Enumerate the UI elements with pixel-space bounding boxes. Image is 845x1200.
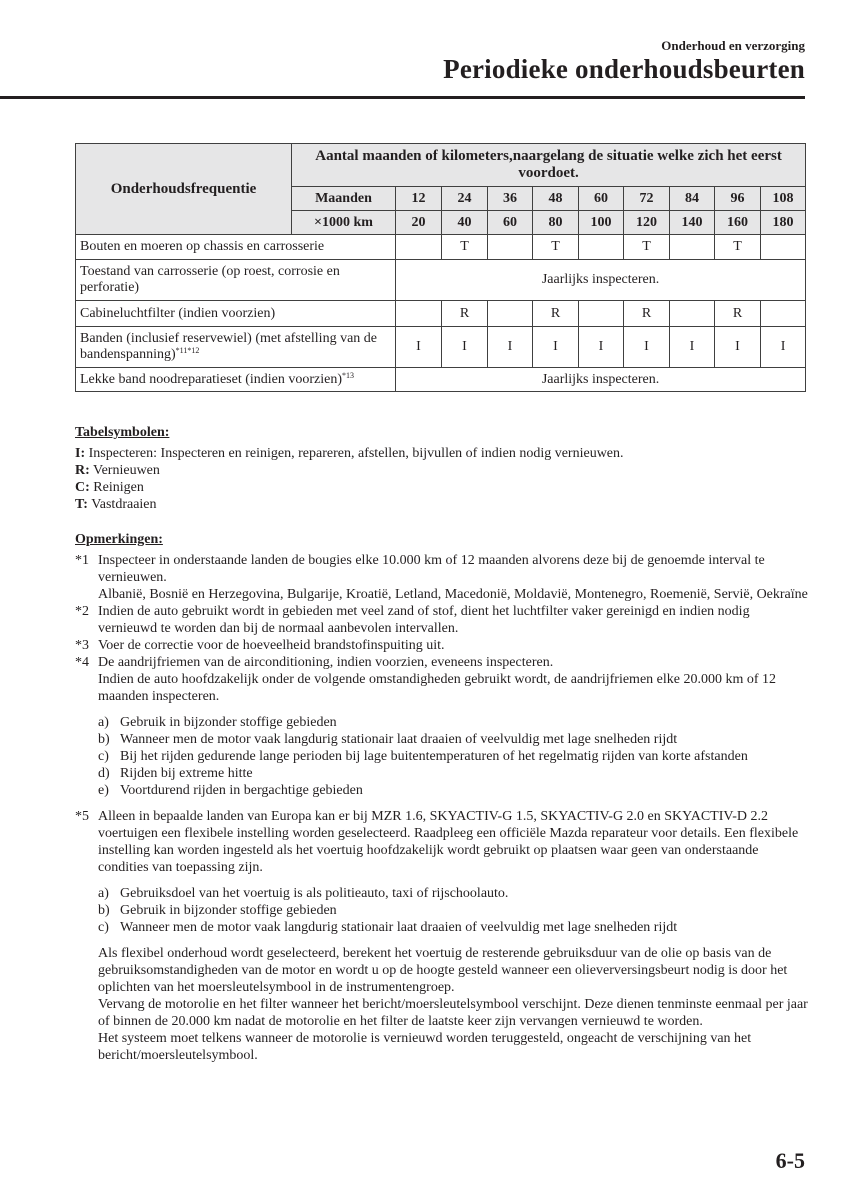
schedule-cell: I xyxy=(670,327,715,368)
months-value: 108 xyxy=(761,187,806,211)
schedule-cell: I xyxy=(715,327,761,368)
km-value: 20 xyxy=(396,211,442,235)
remark-countries: Albanië, Bosnië en Herzegovina, Bulgarije, Kroatië, Letland, Macedonië, Moldavië, Montenegro, Roemenië, Servië, Oekraïne xyxy=(98,587,808,602)
table-row xyxy=(76,260,806,301)
sub-list-text: Wanneer men de motor vaak langdurig stationair laat draaien of veelvuldig met lage snelheden rijdt xyxy=(120,920,678,935)
months-value: 84 xyxy=(670,187,715,211)
remark-text: Indien de auto gebruikt wordt in gebieden met veel zand of stof, dient het luchtfilter vaker gereinigd en indien nodig vernieuwd te worden dan bij de normaal aanbevolen intervallen. xyxy=(98,604,750,636)
schedule-cell: I xyxy=(579,327,624,368)
km-value: 100 xyxy=(579,211,624,235)
row-item-label: Toestand van carrosserie (op roest, corrosie en perforatie) xyxy=(80,264,340,295)
row-item-label: Lekke band noodreparatieset (indien voorzien) xyxy=(80,371,343,387)
remarks-heading: Opmerkingen: xyxy=(75,532,163,547)
sub-list-label: a) xyxy=(98,715,109,730)
schedule-cell xyxy=(761,235,806,260)
sub-list-item xyxy=(75,748,810,765)
schedule-cell xyxy=(761,301,806,327)
months-value: 48 xyxy=(533,187,579,211)
interval-span-header: Aantal maanden of kilometers,naargelang de situatie welke zich het eerst voordoet. xyxy=(292,144,806,187)
schedule-cell: T xyxy=(533,235,579,260)
sub-list-item xyxy=(75,902,810,919)
sub-list-item xyxy=(75,731,810,748)
maintenance-schedule-table xyxy=(75,143,806,392)
remark-5 xyxy=(75,808,810,876)
row-item-label: Banden (inclusief reservewiel) (met afstelling van de bandenspanning) xyxy=(80,331,377,362)
page-title: Periodieke onderhoudsbeurten xyxy=(443,54,805,84)
schedule-cell: I xyxy=(396,327,442,368)
schedule-cell: T xyxy=(715,235,761,260)
sub-list-item xyxy=(75,885,810,902)
months-value: 24 xyxy=(442,187,488,211)
km-value: 120 xyxy=(624,211,670,235)
symbols-heading: Tabelsymbolen: xyxy=(75,425,170,440)
sub-list-label: b) xyxy=(98,732,110,747)
symbol-key: R: xyxy=(75,463,90,478)
merged-cell: Jaarlijks inspecteren. xyxy=(396,260,806,301)
sub-list-label: e) xyxy=(98,783,109,798)
remark-number: *2 xyxy=(75,604,89,619)
table-row xyxy=(76,327,806,368)
schedule-cell xyxy=(488,301,533,327)
row-item xyxy=(76,327,396,368)
sub-list-text: Rijden bij extreme hitte xyxy=(120,766,253,781)
merged-cell: Jaarlijks inspecteren. xyxy=(396,368,806,392)
sub-list-text: Gebruiksdoel van het voertuig is als politieauto, taxi of rijschoolauto. xyxy=(120,886,509,901)
schedule-cell xyxy=(579,235,624,260)
sub-list-item xyxy=(75,782,810,799)
schedule-cell xyxy=(579,301,624,327)
months-value: 60 xyxy=(579,187,624,211)
km-value: 80 xyxy=(533,211,579,235)
schedule-cell: R xyxy=(533,301,579,327)
schedule-cell: I xyxy=(624,327,670,368)
schedule-cell: I xyxy=(442,327,488,368)
schedule-cell xyxy=(670,301,715,327)
months-value: 12 xyxy=(396,187,442,211)
sub-list-label: d) xyxy=(98,766,110,781)
row-item-label: Cabineluchtfilter (indien voorzien) xyxy=(80,305,276,321)
sub-list-label: c) xyxy=(98,749,109,764)
remark-text: De aandrijfriemen van de airconditioning, indien voorzien, eveneens inspecteren. xyxy=(98,655,554,670)
sub-list-text: Gebruik in bijzonder stoffige gebieden xyxy=(120,903,337,918)
km-label: ×1000 km xyxy=(292,211,396,235)
table-row xyxy=(76,235,806,260)
remark-number: *1 xyxy=(75,553,89,568)
symbols-section xyxy=(75,424,810,513)
table-header-row xyxy=(76,144,806,187)
table-row xyxy=(76,368,806,392)
schedule-cell: R xyxy=(442,301,488,327)
remark-number: *4 xyxy=(75,655,89,670)
symbol-item xyxy=(75,445,810,462)
sub-list-item xyxy=(75,919,810,936)
section-label: Onderhoud en verzorging xyxy=(661,38,805,53)
sub-list-label: a) xyxy=(98,886,109,901)
remark-1 xyxy=(75,552,810,603)
sub-list-label: c) xyxy=(98,920,109,935)
schedule-cell: I xyxy=(761,327,806,368)
footnote-ref: *13 xyxy=(342,370,355,380)
km-value: 40 xyxy=(442,211,488,235)
sub-list-label: b) xyxy=(98,903,110,918)
remark-4 xyxy=(75,654,810,705)
schedule-cell xyxy=(670,235,715,260)
months-value: 72 xyxy=(624,187,670,211)
schedule-cell: I xyxy=(533,327,579,368)
remark-text-2: Indien de auto hoofdzakelijk onder de volgende omstandigheden gebruikt wordt, de aandrijfriemen elke 20.000 km of 12 maanden inspecteren. xyxy=(98,672,777,704)
remark-5-paragraph-3: Het systeem moet telkens wanneer de motorolie is vernieuwd worden teruggesteld, ongeacht de verschijning van het bericht/moersleutelsymbool. xyxy=(98,1031,752,1063)
schedule-cell: I xyxy=(488,327,533,368)
sub-list-text: Bij het rijden gedurende lange perioden bij lage buitentemperaturen of het regelmatig rijden van korte afstanden xyxy=(120,749,748,764)
row-item xyxy=(76,235,396,260)
row-item xyxy=(76,368,396,392)
schedule-cell: T xyxy=(624,235,670,260)
remark-number: *5 xyxy=(75,809,89,824)
remark-5-paragraph-2: Vervang de motorolie en het filter wanneer het bericht/moersleutelsymbool verschijnt. Deze dienen tenminste eenmaal per jaar of binnen de 20.000 km nadat de motorolie en het filter de laatste keer zijn vervangen vernieuwd te worden. xyxy=(98,997,808,1029)
sub-list-text: Voortdurend rijden in bergachtige gebieden xyxy=(120,783,363,798)
remark-number: *3 xyxy=(75,638,89,653)
symbol-text: Vernieuwen xyxy=(89,463,160,478)
corner-header: Onderhoudsfrequentie xyxy=(76,144,292,235)
months-label: Maanden xyxy=(292,187,396,211)
sub-list-text: Wanneer men de motor vaak langdurig stationair laat draaien of veelvuldig met lage snelheden rijdt xyxy=(120,732,678,747)
row-item-label: Bouten en moeren op chassis en carrosserie xyxy=(80,239,325,254)
symbol-key: I: xyxy=(75,446,86,461)
table-row xyxy=(76,301,806,327)
schedule-cell xyxy=(396,235,442,260)
symbol-text: Reinigen xyxy=(89,480,144,495)
remark-3 xyxy=(75,637,810,654)
symbol-key: T: xyxy=(75,497,88,512)
row-item xyxy=(76,301,396,327)
schedule-cell xyxy=(488,235,533,260)
months-value: 36 xyxy=(488,187,533,211)
remark-5-paragraph-1: Als flexibel onderhoud wordt geselecteerd, berekent het voertuig de resterende gebruiksduur van de olie op basis van de gebruiksomstandigheden van de motor en wordt u op de hoogte gesteld wanneer een olieverversingsbeurt nodig is door het oplichten van het moersleutelsymbool in de instrumentengroep. xyxy=(98,946,788,995)
schedule-cell: R xyxy=(624,301,670,327)
title-rule xyxy=(0,96,805,99)
footnote-ref: *11*12 xyxy=(175,346,200,355)
remark-text: Alleen in bepaalde landen van Europa kan er bij MZR 1.6, SKYACTIV-G 1.5, SKYACTIV-G 2.0 en SKYACTIV-D 2.2 voertuigen een flexibele instelling worden geselecteerd. Raadpleeg een officiële Mazda reparateur voor details. Een flexibele instelling kan worden ingesteld als het voertuig hoofdzakelijk wordt gebruikt op plaatsen waar geen van onderstaande condities van toepassing zijn. xyxy=(98,809,799,875)
sub-list-text: Gebruik in bijzonder stoffige gebieden xyxy=(120,715,337,730)
symbol-text: Inspecteren: Inspecteren en reinigen, repareren, afstellen, bijvullen of indien nodig vernieuwen. xyxy=(85,446,624,461)
symbol-text: Vastdraaien xyxy=(87,497,157,512)
km-value: 140 xyxy=(670,211,715,235)
symbol-item xyxy=(75,462,810,479)
symbol-item xyxy=(75,479,810,496)
remark-text: Voer de correctie voor de hoeveelheid brandstofinspuiting uit. xyxy=(98,638,445,653)
km-value: 180 xyxy=(761,211,806,235)
sub-list-item xyxy=(75,765,810,782)
schedule-cell xyxy=(396,301,442,327)
remark-2 xyxy=(75,603,810,637)
row-item xyxy=(76,260,396,301)
page-number: 6-5 xyxy=(775,1148,805,1173)
km-value: 60 xyxy=(488,211,533,235)
schedule-cell: R xyxy=(715,301,761,327)
km-value: 160 xyxy=(715,211,761,235)
remark-text: Inspecteer in onderstaande landen de bougies elke 10.000 km of 12 maanden alvorens deze bij de genoemde interval te vernieuwen. xyxy=(98,553,765,585)
months-value: 96 xyxy=(715,187,761,211)
symbol-key: C: xyxy=(75,480,90,495)
symbol-item xyxy=(75,496,810,513)
sub-list-item xyxy=(75,714,810,731)
schedule-cell: T xyxy=(442,235,488,260)
remarks-section xyxy=(75,531,810,1064)
